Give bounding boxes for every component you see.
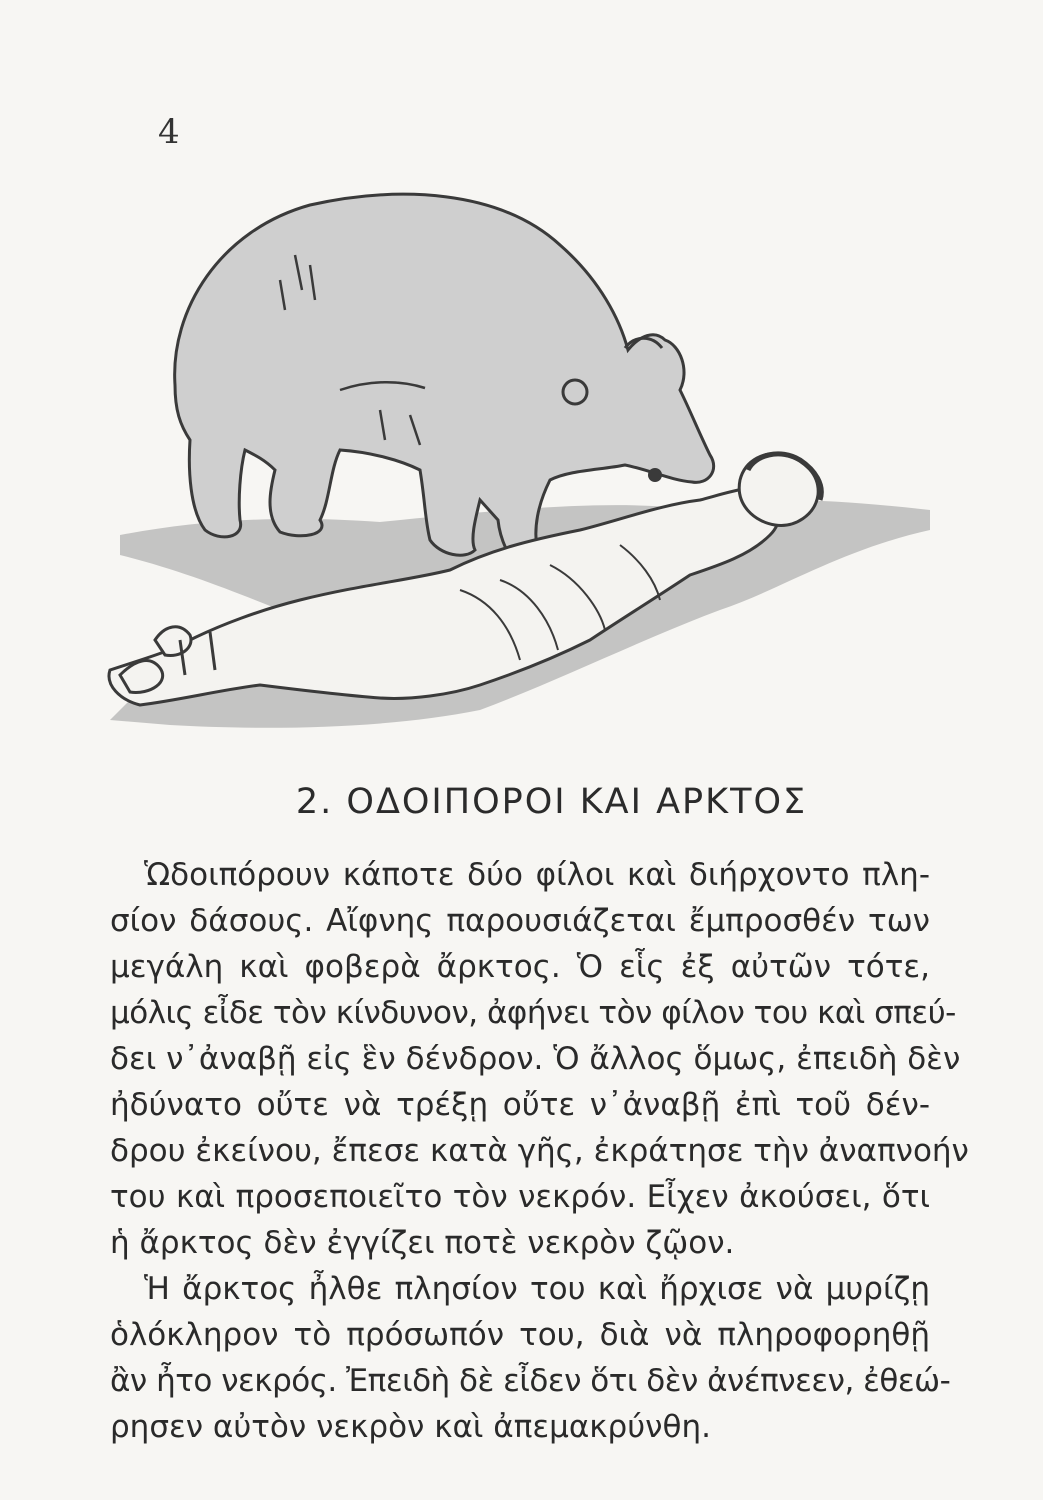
chapter-title: 2. ΟΔΟΙΠΟΡΟΙ ΚΑΙ ΑΡΚΤΟΣ	[295, 782, 808, 822]
bear-illustration	[80, 170, 960, 750]
text-line: σίον δάσους. Αἴφνης παρουσιάζεται ἔμπροσθέν των	[110, 903, 930, 939]
text-line: ἡ ἄρκτος δὲν ἐγγίζει ποτὲ νεκρὸν ζῷον.	[110, 1225, 735, 1261]
text-line: ὁλόκληρον τὸ πρόσωπόν του, διὰ νὰ πληροφορηθῇ	[110, 1317, 930, 1353]
text-line: Ἡ ἄρκτος ἦλθε πλησίον του καὶ ἤρχισε νὰ μυρίζῃ	[144, 1271, 930, 1307]
text-line: δει ν᾿ἀναβῇ εἰς ἓν δένδρον. Ὁ ἄλλος ὅμως, ἐπειδὴ δὲν	[110, 1041, 961, 1077]
text-line: ἂν ἦτο νεκρός. Ἐπειδὴ δὲ εἶδεν ὅτι δὲν ἀνέπνεεν, ἐθεώ-	[110, 1363, 951, 1399]
text-line: του καὶ προσεποιεῖτο τὸν νεκρόν. Εἶχεν ἀκούσει, ὅτι	[110, 1179, 930, 1215]
story-text	[110, 852, 969, 1450]
bear-nose	[648, 468, 662, 482]
text-line: δρου ἐκείνου, ἔπεσε κατὰ γῆς, ἐκράτησε τὴν ἀναπνοήν	[110, 1133, 969, 1169]
text-line: ἠδύνατο οὔτε νὰ τρέξῃ οὔτε ν᾿ἀναβῇ ἐπὶ τοῦ δέν-	[110, 1087, 930, 1123]
text-line: μεγάλη καὶ φοβερὰ ἄρκτος. Ὁ εἷς ἐξ αὐτῶν τότε,	[110, 949, 930, 985]
text-line: ρησεν αὐτὸν νεκρὸν καὶ ἀπεμακρύνθη.	[110, 1409, 711, 1445]
page-number: 4	[158, 112, 180, 152]
text-line: Ὡδοιπόρουν κάποτε δύο φίλοι καὶ διήρχοντο πλη-	[144, 857, 930, 893]
text-line: μόλις εἶδε τὸν κίνδυνον, ἀφήνει τὸν φίλον του καὶ σπεύ-	[110, 995, 956, 1031]
